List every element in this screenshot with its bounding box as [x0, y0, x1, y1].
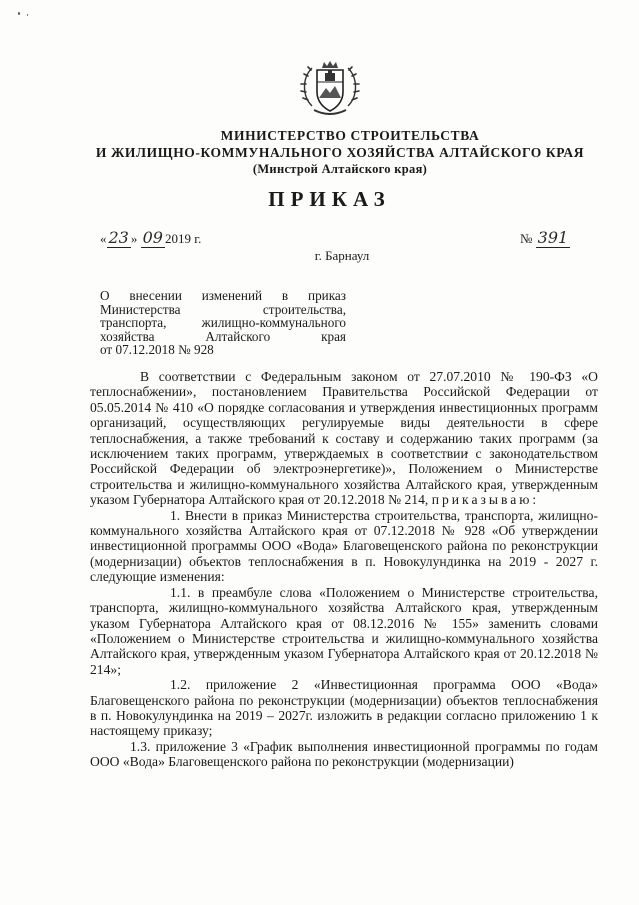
date-day: 23 [108, 228, 129, 247]
date-month: 09 [142, 228, 163, 247]
preamble-paragraph [90, 369, 598, 508]
item-text: приложение 2 «Инвестиционная программа ООО «Вода» Благовещенского района по реконструкции (модернизации) объектов теплоснабжения в п. Новокулундинка на 2019 – 2027г. изложить в редакции согласно приложению 1 к настоящему приказу; [90, 677, 599, 739]
order-subject [100, 289, 346, 357]
subject-line: Министерства строительства, [100, 301, 346, 317]
item-number: 1.3. [130, 738, 151, 754]
order-item-1-2 [90, 677, 598, 739]
subject-line: О внесении изменений в приказ [100, 288, 346, 303]
item-number: 1.2. [170, 677, 191, 693]
ministry-short-name: (Минстрой Алтайского края) [252, 162, 428, 176]
subject-line: от 07.12.2018 № 928 [100, 342, 214, 358]
date-mid-quote: » [130, 231, 138, 246]
item-number: 1.1. [170, 584, 191, 600]
subject-line: хозяйства Алтайского края [100, 328, 346, 344]
document-title: ПРИКАЗ [268, 187, 391, 211]
order-word: приказываю: [431, 492, 540, 508]
date-open-quote: « [100, 231, 107, 246]
subject-line: транспорта, жилищно-коммунального [100, 315, 346, 331]
order-date [100, 228, 201, 248]
scan-speck [27, 14, 28, 16]
order-number [520, 228, 570, 248]
item-number: 1. [170, 507, 181, 523]
order-body [90, 369, 598, 770]
ministry-name-line-1: МИНИСТЕРСТВО СТРОИТЕЛЬСТВА [220, 128, 480, 143]
number-prefix: № [520, 231, 533, 246]
city: г. Барнаул [314, 248, 370, 263]
item-text: приложение 3 «График выполнения инвестиционной программы по годам ООО «Вода» Благовещенского района по реконструкции (модернизации) [90, 738, 598, 770]
order-item-1-3 [90, 739, 598, 770]
preamble-text: В соответствии с Федеральным законом от 27.07.2010 № 190-ФЗ «О теплоснабжении», постановлением Правительства Российской Федерации от 05.05.2014 № 410 «О порядке согласования и утверждения инвестиционных программ организаций, осуществляющих регулируемые виды деятельности в сфере теплоснабжения, а также требований к составу и содержанию таких программ (за исключением таких программ, утверждаемых в соответствии с законодательством Российской Федерации об электроэнергетике)», Положением о Министерстве строительства и жилищно-коммунального хозяйства Алтайского края, утвержденным указом Губернатора Алтайского края от 20.12.2018 № 214, [90, 369, 598, 508]
ministry-name-line-2: И ЖИЛИЩНО-КОММУНАЛЬНОГО ХОЗЯЙСТВА АЛТАЙСКОГО КРАЯ [95, 145, 585, 160]
date-year: 2019 г. [164, 231, 202, 246]
number-value: 391 [537, 228, 569, 247]
item-text: Внести в приказ Министерства строительства, транспорта, жилищно-коммунального хозяйства Алтайского края от 07.12.2018 № 928 «Об утверждении инвестиционной программы ООО «Вода» Благовещенского района по реконструкции (модернизации) объектов теплоснабжения в п. Новокулундинка на 2019 - 2027 г. следующие изменения: [90, 507, 598, 585]
item-text: в преамбуле слова «Положением о Министерстве строительства, транспорта, жилищно-коммунального хозяйства Алтайского края, утвержденным указом Губернатора Алтайского края от 08.12.2016 № 155» заменить словами «Положением о Министерстве строительства и жилищно-коммунального хозяйства Алтайского края, утвержденным указом Губернатора Алтайского края от 20.12.2018 № 214»; [90, 584, 598, 677]
scan-speck [18, 12, 20, 15]
altai-krai-coat-of-arms-icon [298, 56, 362, 120]
order-item-1 [90, 508, 598, 585]
order-item-1-1 [90, 585, 598, 677]
